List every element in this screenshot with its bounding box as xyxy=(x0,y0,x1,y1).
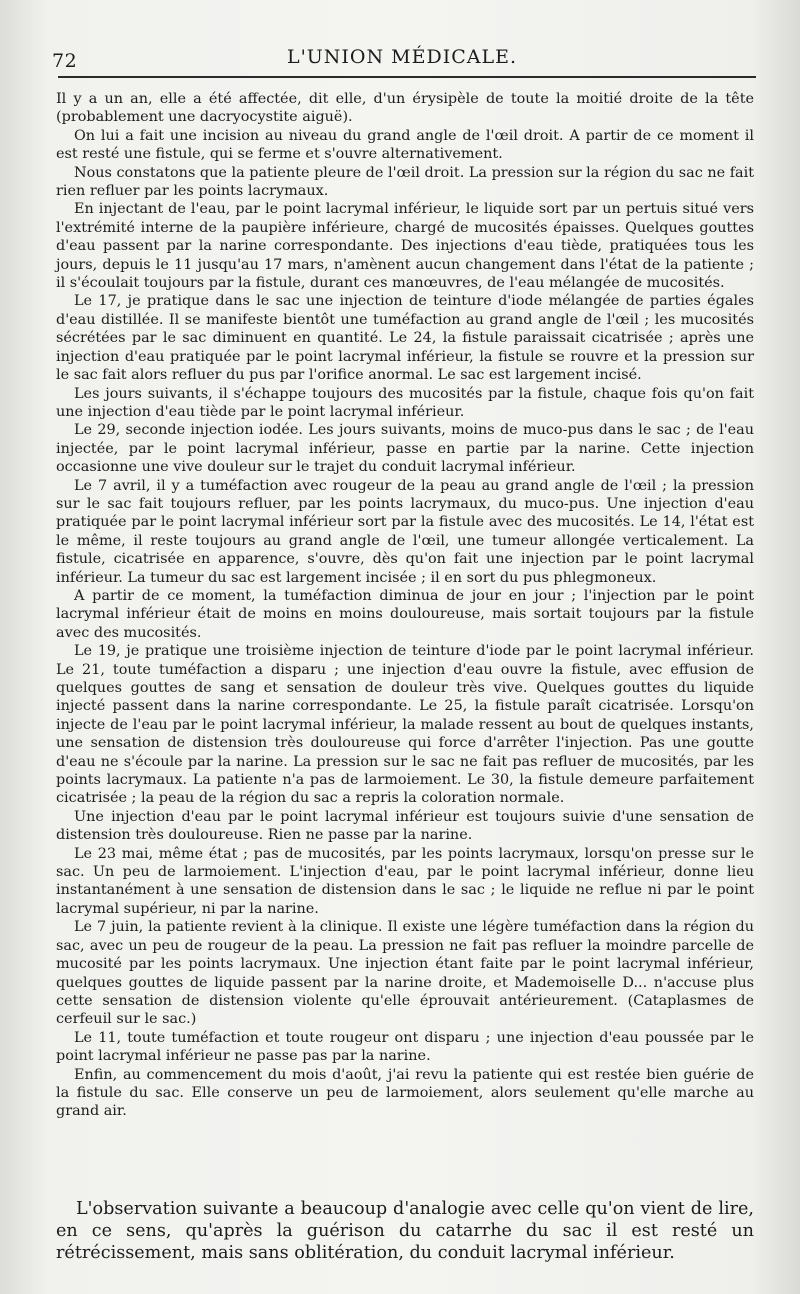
paragraph: Les jours suivants, il s'échappe toujours des mucosités par la fistule, chaque fois qu'on fait une injection d'eau tiède par le point lacrymal inférieur. xyxy=(56,385,754,420)
paragraph: On lui a fait une incision au niveau du grand angle de l'œil droit. A partir de ce moment il est resté une fistule, qui se ferme et s'ouvre alternativement. xyxy=(56,127,754,163)
paragraph: Le 11, toute tuméfaction et toute rougeur ont disparu ; une injection d'eau poussée par le point lacrymal inférieur ne passe pas par la narine. xyxy=(56,1029,754,1065)
paragraph: Le 29, seconde injection iodée. Les jours suivants, moins de muco-pus dans le sac ; de l'eau injectée, par le point lacrymal inférieur, passe en partie par la narine. Cette injection occasionne une vive douleur sur le trajet du conduit lacrymal inférieur. xyxy=(56,422,754,476)
paragraph: Une injection d'eau par le point lacrymal inférieur est toujours suivie d'une sensation de distension très douloureuse. Rien ne passe par la narine. xyxy=(56,808,754,844)
paragraph: En injectant de l'eau, par le point lacrymal inférieur, le liquide sort par un pertuis situé vers l'extrémité interne de la paupière inférieure, chargé de mucosités épaisses. Quelques gouttes d'eau passent par la narine correspondante. Des injections d'eau tiède, pratiquées tous les jours, depuis le 11 jusqu'au 17 mars, n'amènent aucun changement dans l'état de la patiente ; il s'écoulait toujours par la fistule, durant ces manœuvres, de l'eau mélangée de mucosités. xyxy=(56,201,754,292)
paragraph: Le 7 avril, il y a tuméfaction avec rougeur de la peau au grand angle de l'œil ; la pression sur le sac fait toujours refluer, par les points lacrymaux, du muco-pus. Une injection d'eau pratiquée par le point lacrymal inférieur sort par la fistule avec des mucosités. Le 14, l'état est le même, il reste toujours au grand angle de l'œil, une tumeur allongée verticalement. La fistule, cicatrisée en apparence, s'ouvre, dès qu'on fait une injection par le point lacrymal inférieur. La tumeur du sac est largement incisée ; il en sort du pus phlegmoneux. xyxy=(56,477,754,586)
closing-section xyxy=(56,1198,754,1264)
paragraph: Nous constatons que la patiente pleure de l'œil droit. La pression sur la région du sac ne fait rien refluer par les points lacrymaux. xyxy=(56,164,754,200)
paragraph: Le 19, je pratique une troisième injection de teinture d'iode par le point lacrymal inférieur. Le 21, toute tuméfaction a disparu ; une injection d'eau ouvre la fistule, avec effusion de quelques gouttes de sang et sensation de douleur très vive. Quelques gouttes du liquide injecté passent dans la narine correspondante. Le 25, la fistule paraît cicatrisée. Lorsqu'on injecte de l'eau par le point lacrymal inférieur, la malade ressent au bout de quelques instants, une sensation de distension très douloureuse qui force d'arrêter l'injection. Pas une goutte d'eau ne s'écoule par la narine. La pression sur le sac ne fait pas refluer de mucosités, par les points lacrymaux. La patiente n'a pas de larmoiement. Le 30, la fistule demeure parfaitement cicatrisée ; la peau de la région du sac a repris la coloration normale. xyxy=(56,643,754,807)
page-header xyxy=(52,40,752,76)
paragraph: Enfin, au commencement du mois d'août, j'ai revu la patiente qui est restée bien guérie de la fistule du sac. Elle conserve un peu de larmoiement, alors seulement qu'elle marche au grand air. xyxy=(56,1066,754,1120)
running-title: L'UNION MÉDICALE. xyxy=(286,46,518,68)
body-text xyxy=(56,90,754,1121)
closing-paragraph: L'observation suivante a beaucoup d'analogie avec celle qu'on vient de lire, en ce sens, qu'après la guérison du catarrhe du sac il est resté un rétrécissement, mais sans oblitération, du conduit lacrymal inférieur. xyxy=(56,1199,754,1263)
header-rule xyxy=(58,76,756,78)
paragraph: Le 7 juin, la patiente revient à la clinique. Il existe une légère tuméfaction dans la région du sac, avec un peu de rougeur de la peau. La pression ne fait pas refluer la moindre parcelle de mucosité par les points lacrymaux. Une injection étant faite par le point lacrymal inférieur, quelques gouttes de liquide passent par la narine droite, et Mademoiselle D... n'accuse plus cette sensation de distension violente qu'elle éprouvait antérieurement. (Cataplasmes de cerfeuil sur le sac.) xyxy=(56,919,754,1028)
page-number: 72 xyxy=(52,50,78,72)
paragraph: Il y a un an, elle a été affectée, dit elle, d'un érysipèle de toute la moitié droite de la tête (probablement une dacryocystite aiguë). xyxy=(56,91,754,126)
paragraph: A partir de ce moment, la tuméfaction diminua de jour en jour ; l'injection par le point lacrymal inférieur était de moins en moins douloureuse, mais sortait toujours par la fistule avec des mucosités. xyxy=(56,587,754,641)
paragraph: Le 23 mai, même état ; pas de mucosités, par les points lacrymaux, lorsqu'on presse sur le sac. Un peu de larmoiement. L'injection d'eau, par le point lacrymal inférieur, donne lieu instantanément à une sensation de distension dans le sac ; le liquide ne reflue ni par le point lacrymal supérieur, ni par la narine. xyxy=(56,845,754,917)
paragraph: Le 17, je pratique dans le sac une injection de teinture d'iode mélangée de parties égales d'eau distillée. Il se manifeste bientôt une tuméfaction au grand angle de l'œil ; les mucosités sécrétées par le sac diminuent en quantité. Le 24, la fistule paraissait cicatrisée ; après une injection d'eau pratiquée par le point lacrymal inférieur, la fistule se rouvre et la pression sur le sac fait alors refluer du pus par l'orifice anormal. Le sac est largement incisé. xyxy=(56,293,754,384)
